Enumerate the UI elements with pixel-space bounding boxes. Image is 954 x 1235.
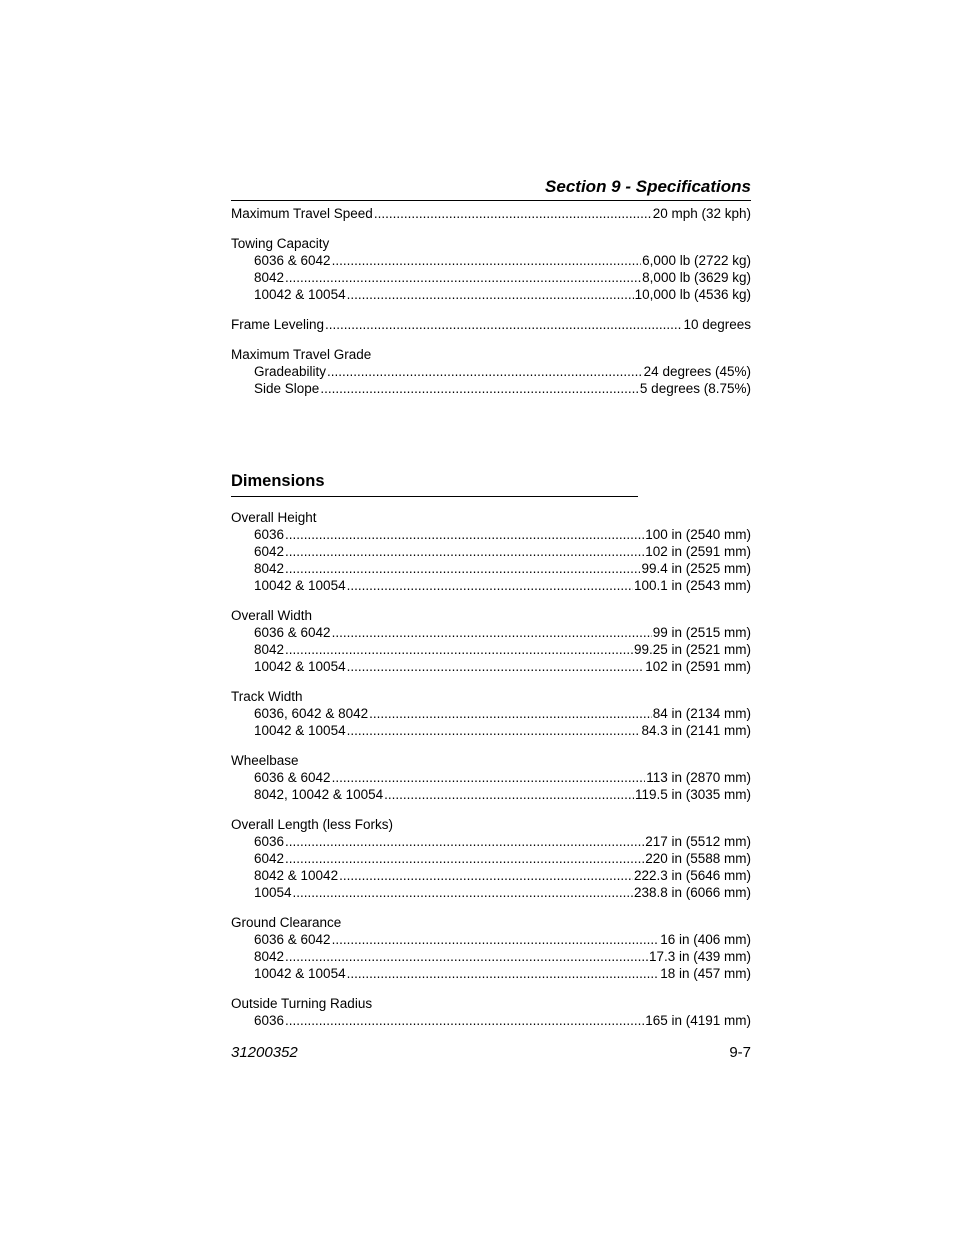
dot-leader — [332, 931, 660, 948]
spec-name: 10042 & 10054 — [254, 723, 346, 738]
spec-value: 165 in (4191 mm) — [645, 1013, 751, 1028]
spec-group — [231, 752, 751, 803]
spec-value: 113 in (2870 mm) — [646, 770, 751, 785]
spec-row — [231, 705, 751, 722]
spec-row — [231, 658, 751, 675]
spec-name: Side Slope — [254, 381, 320, 396]
spec-row — [231, 884, 751, 901]
spec-value: 8,000 lb (3629 kg) — [642, 270, 751, 285]
spec-value: 18 in (457 mm) — [660, 966, 751, 981]
dot-leader — [285, 833, 644, 850]
dot-leader — [285, 526, 644, 543]
spec-row — [231, 316, 751, 333]
spec-name: 6036 & 6042 — [254, 932, 331, 947]
spec-value: 24 degrees (45%) — [643, 364, 751, 379]
dot-leader — [332, 624, 652, 641]
spec-row — [231, 948, 751, 965]
dot-leader — [325, 316, 682, 333]
spec-name: 6036 — [254, 834, 285, 849]
spec-row — [231, 1012, 751, 1029]
spec-group-label: Track Width — [231, 689, 303, 704]
spec-name: 8042 — [254, 561, 285, 576]
spec-row — [231, 543, 751, 560]
spec-row — [231, 205, 751, 222]
spec-row — [231, 560, 751, 577]
dimensions-rule — [231, 496, 638, 497]
spec-row — [231, 722, 751, 739]
page-number: 9-7 — [729, 1044, 751, 1061]
spec-group-label: Towing Capacity — [231, 236, 330, 251]
spec-value: 17.3 in (439 mm) — [648, 949, 751, 964]
spec-name: Frame Leveling — [231, 317, 325, 332]
spec-row — [231, 867, 751, 884]
spec-group-label: Maximum Travel Grade — [231, 347, 372, 362]
dot-leader — [285, 641, 633, 658]
spec-name: 6036 — [254, 527, 285, 542]
group-gap — [231, 739, 751, 752]
spec-value: 10,000 lb (4536 kg) — [634, 287, 751, 302]
spec-row — [231, 641, 751, 658]
dot-leader — [285, 269, 641, 286]
spec-name: 10042 & 10054 — [254, 578, 346, 593]
spec-name: 8042 — [254, 642, 285, 657]
spec-row — [231, 363, 751, 380]
spec-row — [231, 380, 751, 397]
spec-value: 217 in (5512 mm) — [645, 834, 751, 849]
dot-leader — [347, 286, 634, 303]
spec-value: 99.4 in (2525 mm) — [641, 561, 751, 576]
dot-leader — [347, 658, 645, 675]
spec-name: 8042 & 10042 — [254, 868, 339, 883]
spec-name: 6036 & 6042 — [254, 625, 331, 640]
section-title: Section 9 - Specifications — [545, 177, 751, 196]
spec-page — [231, 176, 751, 1029]
spec-group — [231, 914, 751, 982]
spec-row — [231, 577, 751, 594]
dot-leader — [332, 769, 646, 786]
dot-leader — [285, 948, 648, 965]
spec-name: 6042 — [254, 544, 285, 559]
group-gap — [231, 675, 751, 688]
spec-value: 84.3 in (2141 mm) — [641, 723, 751, 738]
spec-row — [231, 526, 751, 543]
spec-group-label: Wheelbase — [231, 753, 299, 768]
spec-value: 222.3 in (5646 mm) — [633, 868, 751, 883]
spec-value: 100.1 in (2543 mm) — [633, 578, 751, 593]
spec-row — [231, 833, 751, 850]
spec-value: 99 in (2515 mm) — [652, 625, 751, 640]
group-gap — [231, 594, 751, 607]
dot-leader — [347, 965, 660, 982]
dot-leader — [285, 543, 644, 560]
group-gap — [231, 901, 751, 914]
spec-row — [231, 252, 751, 269]
spec-name: 6036, 6042 & 8042 — [254, 706, 369, 721]
spec-value: 119.5 in (3035 mm) — [634, 787, 751, 802]
spec-group — [231, 816, 751, 901]
spec-value: 238.8 in (6066 mm) — [633, 885, 751, 900]
spec-value: 99.25 in (2521 mm) — [633, 642, 751, 657]
spec-value: 100 in (2540 mm) — [645, 527, 751, 542]
spec-name: 10042 & 10054 — [254, 966, 346, 981]
spec-group-label: Ground Clearance — [231, 915, 342, 930]
dot-leader — [339, 867, 633, 884]
spec-group — [231, 316, 751, 333]
dimensions-heading: Dimensions — [231, 472, 325, 490]
spec-name: 10054 — [254, 885, 292, 900]
spec-row — [231, 769, 751, 786]
spec-value: 5 degrees (8.75%) — [639, 381, 751, 396]
spec-value: 102 in (2591 mm) — [645, 544, 751, 559]
dot-leader — [320, 380, 639, 397]
spec-group-label: Overall Width — [231, 608, 313, 623]
spec-row — [231, 965, 751, 982]
spec-value: 6,000 lb (2722 kg) — [642, 253, 751, 268]
document-number: 31200352 — [231, 1044, 298, 1061]
spec-row — [231, 269, 751, 286]
spec-name: 8042 — [254, 270, 285, 285]
group-gap — [231, 333, 751, 346]
spec-name: 10042 & 10054 — [254, 287, 346, 302]
spec-name: 8042, 10042 & 10054 — [254, 787, 384, 802]
dot-leader — [293, 884, 633, 901]
dot-leader — [285, 1012, 644, 1029]
spec-row — [231, 850, 751, 867]
spec-group — [231, 346, 751, 397]
header-rule — [231, 200, 751, 201]
dot-leader — [374, 205, 652, 222]
spec-group — [231, 509, 751, 594]
spec-group — [231, 688, 751, 739]
group-gap — [231, 803, 751, 816]
group-gap — [231, 222, 751, 235]
spec-group — [231, 235, 751, 303]
dimension-specs — [231, 509, 751, 1029]
spec-value: 220 in (5588 mm) — [645, 851, 751, 866]
spec-group-label: Outside Turning Radius — [231, 996, 373, 1011]
spec-group — [231, 607, 751, 675]
spec-value: 84 in (2134 mm) — [652, 706, 751, 721]
spec-name: Gradeability — [254, 364, 327, 379]
dot-leader — [332, 252, 642, 269]
dot-leader — [327, 363, 643, 380]
spec-name: Maximum Travel Speed — [231, 206, 373, 221]
section-spacer — [231, 397, 751, 471]
dot-leader — [285, 850, 644, 867]
spec-value: 102 in (2591 mm) — [645, 659, 751, 674]
spec-row — [231, 931, 751, 948]
spec-name: 8042 — [254, 949, 285, 964]
spec-name: 6036 & 6042 — [254, 253, 331, 268]
dot-leader — [384, 786, 634, 803]
spec-name: 6036 — [254, 1013, 285, 1028]
spec-name: 6042 — [254, 851, 285, 866]
spec-value: 16 in (406 mm) — [660, 932, 751, 947]
spec-group-label: Overall Height — [231, 510, 317, 525]
spec-name: 6036 & 6042 — [254, 770, 331, 785]
spec-group-label: Overall Length (less Forks) — [231, 817, 394, 832]
group-gap — [231, 982, 751, 995]
dot-leader — [369, 705, 652, 722]
spec-row — [231, 786, 751, 803]
spec-name: 10042 & 10054 — [254, 659, 346, 674]
spec-value: 20 mph (32 kph) — [652, 206, 751, 221]
spec-group — [231, 205, 751, 222]
dot-leader — [347, 577, 633, 594]
group-gap — [231, 303, 751, 316]
spec-row — [231, 286, 751, 303]
spec-row — [231, 624, 751, 641]
dot-leader — [285, 560, 640, 577]
top-specs — [231, 205, 751, 397]
dot-leader — [347, 722, 641, 739]
spec-group — [231, 995, 751, 1029]
spec-value: 10 degrees — [683, 317, 751, 332]
page-footer — [231, 1043, 751, 1063]
